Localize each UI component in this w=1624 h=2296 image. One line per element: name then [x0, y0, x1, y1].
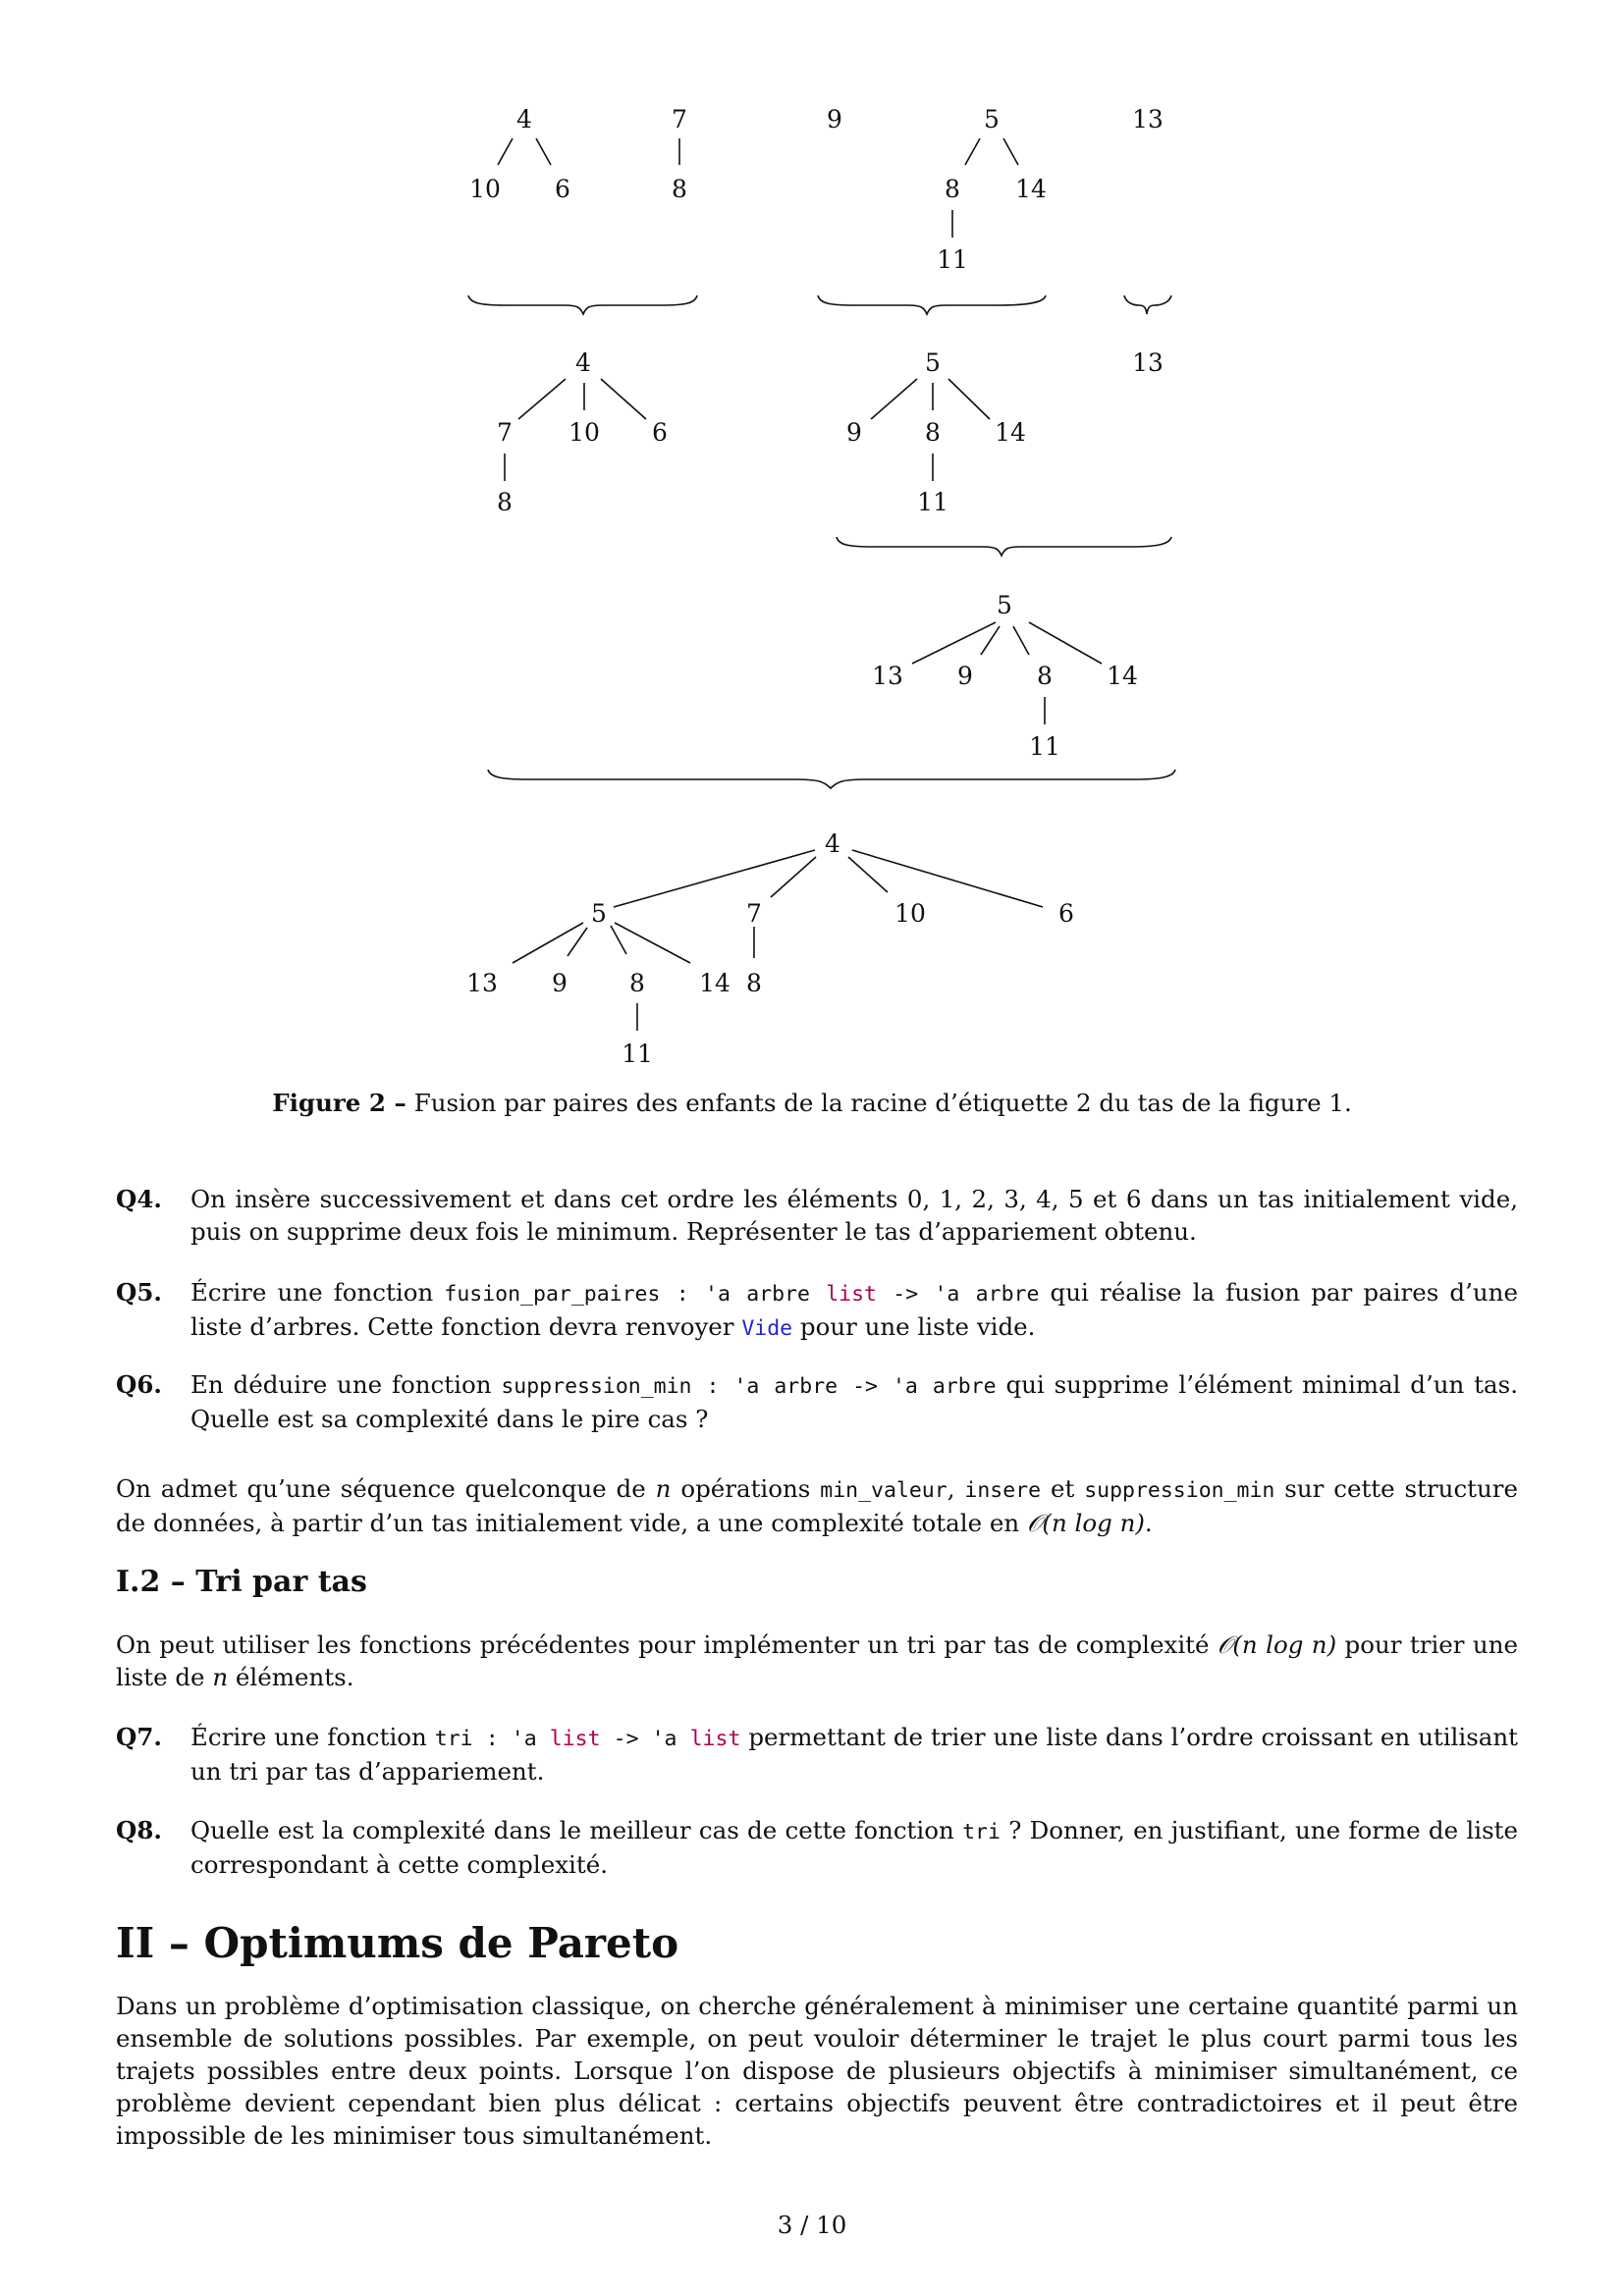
node-label: 9 — [957, 662, 973, 690]
figure-caption — [0, 1089, 1624, 1117]
text-run: Écrire une fonction — [190, 1278, 445, 1307]
code-signature: : 'a arbre — [660, 1282, 827, 1307]
caption-text: Fusion par paires des enfants de la racine d’étiquette 2 du tas de la figure 1. — [413, 1089, 1352, 1117]
question-label: Q6. — [116, 1370, 162, 1399]
question-label: Q4. — [116, 1185, 162, 1213]
node-label: 4 — [516, 105, 532, 133]
node-label: 8 — [746, 969, 762, 997]
node-label: 13 — [872, 662, 903, 690]
node-label: 11 — [1029, 732, 1060, 761]
node-label: 10 — [894, 899, 926, 928]
question-text — [190, 1814, 1518, 1881]
question-q5 — [116, 1276, 1518, 1345]
text-run: Quelle est la complexité dans le meilleur cas de cette fonction — [190, 1816, 963, 1844]
node-label: 9 — [552, 969, 568, 997]
node-label: 9 — [846, 418, 862, 447]
paragraph-tri — [116, 1629, 1518, 1693]
math-n: n — [212, 1663, 229, 1691]
code-signature: -> 'a arbre — [877, 1282, 1040, 1307]
node-label: 13 — [466, 969, 498, 997]
text-run: ? Donner, en justifiant, une forme de liste correspondant à cette complexité. — [190, 1816, 1518, 1879]
code-function-name: min_valeur — [820, 1478, 947, 1503]
text-run: On peut utiliser les fonctions précédentes pour implémenter un tri par tas de complexité — [116, 1630, 1218, 1659]
text-run: sur cette structure de données, à partir d’un tas initialement vide, a une complexité totale en — [116, 1474, 1518, 1537]
code-function-name: insere — [964, 1478, 1042, 1503]
node-label: 13 — [1132, 105, 1164, 133]
node-label: 8 — [629, 969, 645, 997]
question-text: On insère successivement et dans cet ordre les éléments 0, 1, 2, 3, 4, 5 et 6 dans un tas initialement vide, puis on supprime deux fois le minimum. Représenter le tas d’appariement obtenu. — [190, 1185, 1518, 1246]
code-function-name: tri — [434, 1727, 473, 1751]
node-label: 7 — [672, 105, 687, 133]
node-label: 5 — [997, 591, 1012, 619]
node-label: 6 — [652, 418, 668, 447]
text-run: qui supprime l’élément minimal d’un tas. Quelle est sa complexité dans le pire cas ? — [190, 1370, 1518, 1433]
text-run: permettant de trier une liste dans l’ordre croissant en utilisant un tri par tas d’appariement. — [190, 1723, 1519, 1786]
question-label: Q7. — [116, 1723, 162, 1751]
subsection-heading: I.2 – Tri par tas — [116, 1565, 367, 1599]
node-label: 11 — [937, 245, 968, 274]
question-text — [190, 1276, 1518, 1345]
section-heading: II – Optimums de Pareto — [116, 1919, 679, 1967]
text-run: pour trier une liste de — [116, 1630, 1518, 1691]
node-label: 14 — [1107, 662, 1138, 690]
node-label: 14 — [1015, 175, 1047, 203]
figure-2-trees — [0, 0, 1624, 1080]
node-label: 13 — [1132, 348, 1164, 377]
question-q7 — [116, 1721, 1518, 1788]
node-label: 8 — [672, 175, 687, 203]
node-label: 4 — [575, 348, 591, 377]
node-label: 5 — [984, 105, 1000, 133]
node-label: 8 — [497, 488, 513, 516]
question-label: Q8. — [116, 1816, 162, 1844]
node-label: 5 — [925, 348, 941, 377]
math-n: n — [655, 1474, 672, 1503]
tree-edges — [468, 138, 1175, 1031]
question-label: Q5. — [116, 1278, 162, 1307]
node-label: 10 — [469, 175, 501, 203]
node-label: 8 — [945, 175, 960, 203]
code-signature: -> 'a — [600, 1727, 690, 1751]
node-label: 8 — [1037, 662, 1053, 690]
code-function-name: suppression_min — [501, 1374, 692, 1399]
code-function-name: fusion_par_paires — [444, 1282, 661, 1307]
node-label: 8 — [925, 418, 941, 447]
question-q6 — [116, 1368, 1518, 1435]
node-label: 6 — [555, 175, 570, 203]
code-function-name: tri — [962, 1820, 1001, 1844]
code-signature: : 'a — [472, 1727, 550, 1751]
text-run: Écrire une fonction — [190, 1723, 435, 1751]
math-complexity: 𝒪(n log n) — [1217, 1630, 1337, 1659]
node-label: 7 — [746, 899, 762, 928]
question-q4 — [116, 1183, 1518, 1248]
node-label: 5 — [591, 899, 607, 928]
tree-labels — [466, 105, 1164, 1068]
node-label: 11 — [917, 488, 948, 516]
paragraph-admet — [116, 1472, 1518, 1539]
text-run: En déduire une fonction — [190, 1370, 502, 1399]
text-run: pour une liste vide. — [792, 1312, 1036, 1341]
caption-label: Figure 2 – — [272, 1089, 406, 1117]
node-label: 14 — [995, 418, 1026, 447]
code-constructor: Vide — [741, 1316, 793, 1341]
question-q8 — [116, 1814, 1518, 1881]
question-text — [190, 1721, 1518, 1788]
node-label: 7 — [497, 418, 513, 447]
code-keyword: list — [689, 1727, 741, 1751]
node-label: 4 — [825, 829, 840, 858]
question-text — [190, 1368, 1518, 1435]
text-run: opérations — [671, 1474, 821, 1503]
text-run: éléments. — [228, 1663, 354, 1691]
node-label: 14 — [699, 969, 731, 997]
code-keyword: list — [549, 1727, 601, 1751]
paragraph-pareto: Dans un problème d’optimisation classique, on cherche généralement à minimiser une certaine quantité parmi un ensemble de solutions possibles. Par exemple, on peut vouloir déterminer le trajet le plus court parmi tous les trajets possibles entre deux points. Lorsque l’on dispose de plusieurs objectifs à minimiser simultanément, ce problème devient cependant bien plus délicat : certains objectifs peuvent être contradictoires et il peut être impossible de les minimiser tous simultanément. — [116, 1992, 1518, 2150]
node-label: 11 — [622, 1040, 653, 1068]
node-label: 9 — [827, 105, 842, 133]
text-run: , — [947, 1474, 965, 1503]
text-run: et — [1041, 1474, 1085, 1503]
page-number: 3 / 10 — [777, 2211, 847, 2239]
code-signature: : 'a arbre -> 'a arbre — [691, 1374, 997, 1399]
text-run: On admet qu’une séquence quelconque de — [116, 1474, 656, 1503]
node-label: 10 — [568, 418, 600, 447]
text-run: qui réalise la fusion par paires d’une liste d’arbres. Cette fonction devra renvoyer — [190, 1278, 1518, 1341]
math-complexity: 𝒪(n log n) — [1026, 1509, 1145, 1537]
code-keyword: list — [826, 1282, 877, 1307]
node-label: 6 — [1058, 899, 1074, 928]
code-function-name: suppression_min — [1084, 1478, 1275, 1503]
text-run: . — [1144, 1509, 1153, 1537]
